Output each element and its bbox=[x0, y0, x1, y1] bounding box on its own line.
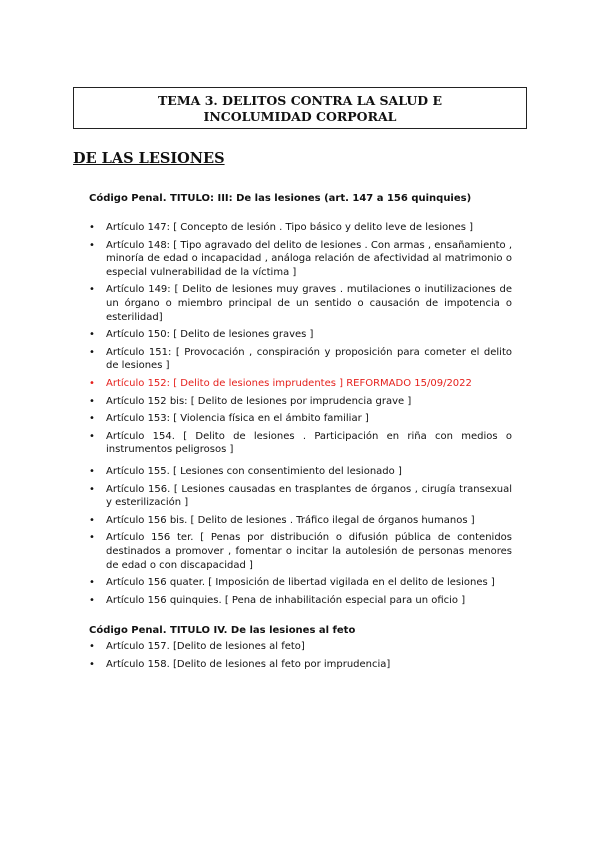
list-item bbox=[89, 594, 512, 608]
list-item-text: Artículo 152 bis: [ Delito de lesiones por imprudencia grave ] bbox=[106, 395, 412, 407]
bullet-icon: • bbox=[89, 594, 95, 606]
bullet-icon: • bbox=[89, 329, 95, 341]
list-item-text: Artículo 149: [ Delito de lesiones muy graves . mutilaciones o inutilizaciones de un órgano o miembro principal de un sentido o causación de impotencia o esterilidad] bbox=[106, 284, 512, 323]
bullet-icon: • bbox=[89, 466, 95, 477]
list-item bbox=[89, 531, 512, 572]
list-item-text: Artículo 156 quater. [ Imposición de libertad vigilada en el delito de lesiones ] bbox=[106, 577, 495, 589]
list-item-text: Artículo 156 quinquies. [ Pena de inhabilitación especial para un oficio ] bbox=[106, 594, 466, 606]
group-2-heading: Código Penal. TITULO IV. De las lesiones al feto bbox=[89, 625, 356, 636]
list-item bbox=[89, 412, 512, 426]
list-item bbox=[89, 514, 512, 528]
list-item-text: Artículo 152: [ Delito de lesiones imprudentes ] REFORMADO 15/09/2022 bbox=[106, 377, 472, 389]
list-item bbox=[89, 465, 512, 479]
list-item-text: Artículo 148: [ Tipo agravado del delito de lesiones . Con armas , ensañamiento , minoría de edad o incapacidad , análoga relación de afectividad al matrimonio o especial vulnerabilidad de la víctima ] bbox=[106, 239, 512, 278]
articles-list-c bbox=[89, 640, 512, 675]
list-item bbox=[89, 221, 512, 235]
list-item bbox=[89, 283, 512, 324]
section-heading: DE LAS LESIONES bbox=[73, 150, 225, 167]
list-item-text: Artículo 153: [ Violencia física en el ámbito familiar ] bbox=[106, 413, 369, 425]
list-item bbox=[89, 395, 512, 409]
title-box bbox=[73, 87, 527, 129]
bullet-icon: • bbox=[89, 284, 95, 296]
bullet-icon: • bbox=[89, 430, 95, 442]
list-item bbox=[89, 377, 512, 391]
list-item bbox=[89, 576, 512, 590]
list-item-text: Artículo 154. [ Delito de lesiones . Participación en riña con medios o instrumentos peligrosos ] bbox=[106, 430, 512, 456]
bullet-icon: • bbox=[89, 346, 95, 358]
articles-list-b bbox=[89, 465, 512, 611]
list-item bbox=[89, 483, 512, 510]
bullet-icon: • bbox=[89, 239, 95, 251]
list-item-text: Artículo 157. [Delito de lesiones al feto] bbox=[106, 641, 305, 652]
list-item-text: Artículo 156 ter. [ Penas por distribución o difusión pública de contenidos destinados a promover , fomentar o incitar la autolesión de personas menores de edad o con discapacidad ] bbox=[106, 532, 512, 571]
title-line-1: TEMA 3. DELITOS CONTRA LA SALUD E bbox=[158, 93, 442, 108]
bullet-icon: • bbox=[89, 222, 95, 233]
bullet-icon: • bbox=[89, 514, 95, 526]
list-item bbox=[89, 640, 512, 654]
list-item-text: Artículo 150: [ Delito de lesiones graves ] bbox=[106, 329, 314, 341]
list-item-text: Artículo 151: [ Provocación , conspiración y proposición para cometer el delito de lesiones ] bbox=[106, 346, 512, 372]
list-item-text: Artículo 147: [ Concepto de lesión . Tipo básico y delito leve de lesiones ] bbox=[106, 222, 474, 233]
list-item bbox=[89, 430, 512, 457]
list-item-text: Artículo 155. [ Lesiones con consentimiento del lesionado ] bbox=[106, 466, 402, 477]
articles-list-a bbox=[89, 221, 512, 461]
title-line-2: INCOLUMIDAD CORPORAL bbox=[203, 109, 397, 124]
group-1-heading: Código Penal. TITULO: III: De las lesiones (art. 147 a 156 quinquies) bbox=[89, 193, 472, 204]
bullet-icon: • bbox=[89, 395, 95, 407]
bullet-icon: • bbox=[89, 377, 95, 389]
bullet-icon: • bbox=[89, 641, 95, 652]
bullet-icon: • bbox=[89, 577, 95, 589]
list-item bbox=[89, 239, 512, 280]
list-item-text: Artículo 158. [Delito de lesiones al feto por imprudencia] bbox=[106, 658, 391, 670]
list-item bbox=[89, 658, 512, 672]
bullet-icon: • bbox=[89, 483, 95, 495]
list-item-text: Artículo 156. [ Lesiones causadas en trasplantes de órganos , cirugía transexual y esterilización ] bbox=[106, 483, 512, 509]
bullet-icon: • bbox=[89, 532, 95, 544]
list-item-text: Artículo 156 bis. [ Delito de lesiones . Tráfico ilegal de órganos humanos ] bbox=[106, 514, 475, 526]
list-item bbox=[89, 328, 512, 342]
list-item bbox=[89, 346, 512, 373]
bullet-icon: • bbox=[89, 658, 95, 670]
bullet-icon: • bbox=[89, 413, 95, 425]
